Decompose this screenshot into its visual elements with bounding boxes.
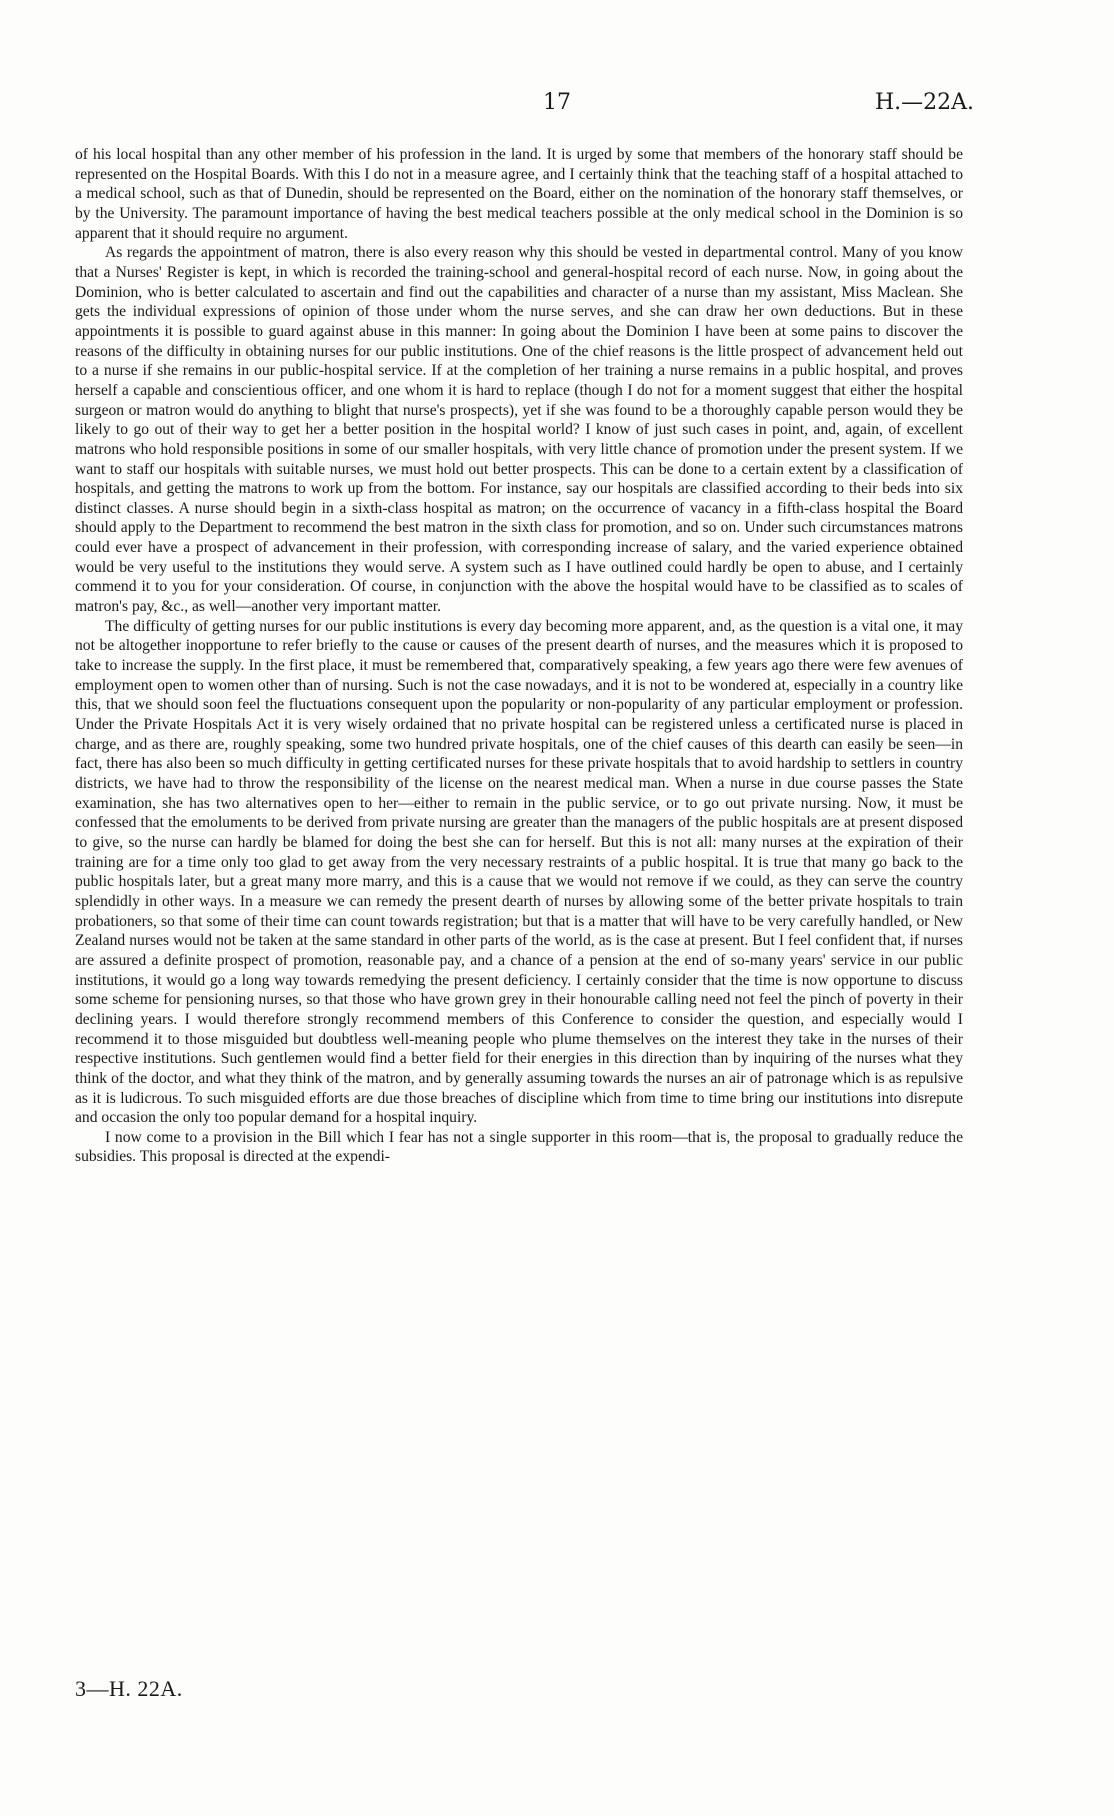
paragraph-continuation: of his local hospital than any other member of his profession in the land. It is urged by some that members of the honorary staff should be represented on the Hospital Boards. With this I do not in a measure agree, and I certainly think that the teaching staff of a hospital attached to a medical school, such as that of Dunedin, should be represented on the Board, either on the nomination of the honorary staff themselves, or by the University. The paramount importance of having the best medical teachers possible at the only medical school in the Dominion is so apparent that it should require no argument.	[75, 146, 963, 242]
document-reference: H.—22A.	[874, 90, 974, 115]
paragraph-matron-appointment: As regards the appointment of matron, there is also every reason why this should be vested in departmental control. Many of you know that a Nurses' Register is kept, in which is recorded the training-school and general-hospital record of each nurse. Now, in going about the Dominion, who is better calculated to ascertain and find out the capabilities and character of a nurse than my assistant, Miss Maclean. She gets the individual expressions of opinion of those under whom the nurse serves, and she can draw her own deductions. But in these appointments it is possible to guard against abuse in this manner: In going about the Dominion I have been at some pains to discover the reasons of the difficulty in obtaining nurses for our public institutions. One of the chief reasons is the little prospect of advancement held out to a nurse if she remains in our public-hospital service. If at the completion of her training a nurse remains in a public hospital, and proves herself a capable and conscientious officer, and one whom it is hard to replace (though I do not for a moment suggest that either the hospital surgeon or matron would do anything to blight that nurse's prospects), yet if she was found to be a thoroughly capable person would they be likely to go out of their way to get her a better position in the hospital world? I know of just such cases in point, and, again, of excellent matrons who hold responsible positions in some of our smaller hospitals, with very little chance of promotion under the present system. If we want to staff our hospitals with suitable nurses, we must hold out better prospects. This can be done to a certain extent by a classification of hospitals, and getting the matrons to work up from the bottom. For instance, say our hospitals are classified according to their beds into six distinct classes. A nurse should begin in a sixth-class hospital as matron; on the occurrence of vacancy in a fifth-class hospital the Board should apply to the Department to recommend the best matron in the sixth class for promotion, and so on. Under such circumstances matrons could ever have a prospect of advancement in their profession, with corresponding increase of salary, and the varied experience obtained would be very useful to the institutions they would serve. A system such as I have outlined could hardly be open to abuse, and I certainly commend it to you for your consideration. Of course, in conjunction with the above the hospital would have to be classified as to scales of matron's pay, &c., as well—another very important matter.	[75, 244, 963, 616]
page-number: 17	[543, 90, 571, 115]
printer-signature: 3—H. 22A.	[75, 1676, 183, 1701]
paragraph-nurse-shortage: The difficulty of getting nurses for our public institutions is every day becoming more apparent, and, as the question is a vital one, it may not be altogether inopportune to refer briefly to the cause or causes of the present dearth of nurses, and the measures which it is proposed to take to increase the supply. In the first place, it must be remembered that, comparatively speaking, a few years ago there were few avenues of employment open to women other than of nursing. Such is not the case nowadays, and it is not to be wondered at, especially in a country like this, that we should soon feel the fluctuations consequent upon the popularity or non-popularity of any particular employment or profession. Under the Private Hospitals Act it is very wisely ordained that no private hospital can be registered unless a certificated nurse is placed in charge, and as there are, roughly speaking, some two hundred private hospitals, one of the chief causes of this dearth can easily be seen—in fact, there has also been so much difficulty in getting certificated nurses for these private hospitals that to avoid hardship to settlers in country districts, we have had to throw the responsibility of the license on the nearest medical man. When a nurse in due course passes the State examination, she has two alternatives open to her—either to remain in the public service, or to go out private nursing. Now, it must be confessed that the emoluments to be derived from private nursing are greater than the managers of the public hospitals are at present disposed to give, so the nurse can hardly be blamed for doing the best she can for herself. But this is not all: many nurses at the expiration of their training are for a time only too glad to get away from the very necessary restraints of a public hospital. It is true that many go back to the public hospitals later, but a great many more marry, and this is a cause that we would not remove if we could, as they can serve the country splendidly in other ways. In a measure we can remedy the present dearth of nurses by allowing some of the better private hospitals to train probationers, so that some of their time can count towards registration; but that is a matter that will have to be very carefully handled, or New Zealand nurses would not be taken at the same standard in other parts of the world, as is the case at present. But I feel confident that, if nurses are assured a definite prospect of promotion, reasonable pay, and a chance of a pension at the end of so-many years' service in our public institutions, it would go a long way towards remedying the present deficiency. I certainly consider that the time is now opportune to discuss some scheme for pensioning nurses, so that those who have grown grey in their honourable calling need not feel the pinch of poverty in their declining years. I would therefore strongly recommend members of this Conference to consider the question, and especially would I recommend it to those misguided but doubtless well-meaning people who plume themselves on the interest they take in the nurses of their respective institutions. Such gentlemen would find a better field for their energies in this direction than by inquiring of the nurses what they think of the doctor, and what they think of the matron, and by generally assuming towards the nurses an air of patronage which is as repulsive as it is ludicrous. To such misguided efforts are due those breaches of discipline which from time to time bring our institutions into disrepute and occasion the only too popular demand for a hospital inquiry.	[75, 617, 963, 1127]
page-header	[0, 90, 1114, 118]
paragraph-subsidies: I now come to a provision in the Bill which I fear has not a single supporter in this room—that is, the proposal to gradually reduce the subsidies. This proposal is directed at the expendi-	[75, 1128, 963, 1166]
body-text	[75, 145, 963, 1167]
